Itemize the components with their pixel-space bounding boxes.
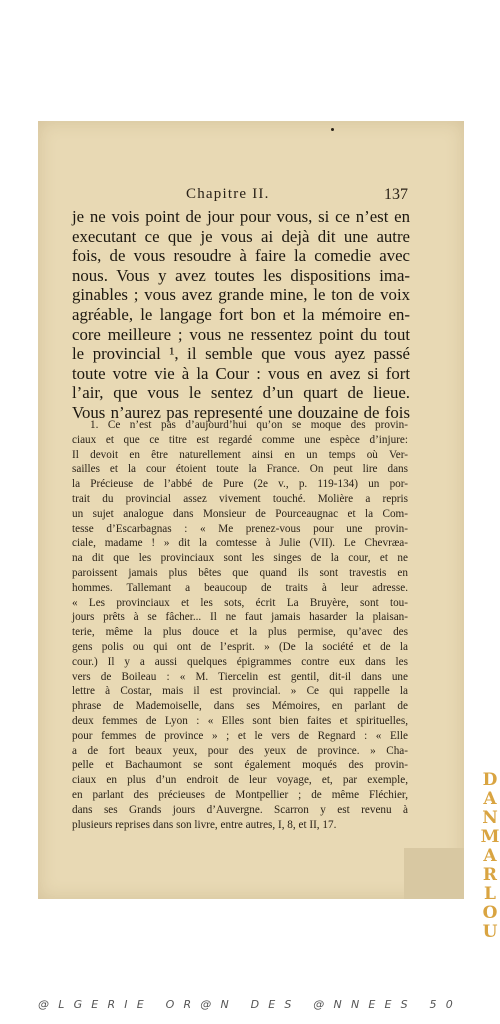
text-line: ginables ; vous avez grande mine, le ton de voix: [72, 285, 410, 305]
text-line: nous. Vous y avez toutes les dispositions ima-: [72, 265, 410, 285]
text-line: executant ce que je vous ai dejà dit une autre: [72, 226, 410, 246]
page-number: 137: [384, 186, 408, 203]
footnote-line: hommes. Tallemant a beaucoup de traits à leur adresse.: [72, 581, 408, 594]
footnote-line: Il devoit en être naturellement ainsi en un temps où Ver-: [72, 448, 408, 461]
footnote-line: ciaux et que ce titre est regardé comme une espèce d’injure:: [72, 433, 408, 446]
footnote-line: sailles et la cour étoient toute la France. On peut lire dans: [72, 463, 408, 476]
text-line: toute votre vie à la Cour : vous en avez si fort: [72, 363, 410, 383]
footnote-line: pelle et Bachaumont se sont également moqués des provin-: [72, 759, 408, 772]
text-line: agréable, le langage fort bon et la mémoire en-: [72, 304, 410, 324]
footnote-line: trait du provincial assez vivement touché. Molière a repris: [72, 492, 408, 505]
footnote-line: na dit que les provinciaux sont les singes de la cour, et ne: [72, 552, 408, 565]
footnote-line: paroissent jamais plus bêtes que quand ils sont travestis en: [72, 566, 408, 579]
footnote-line: plusieurs reprises dans son livre, entre autres, I, 8, et II, 17.: [72, 818, 337, 831]
footnote-line: terie, même la plus douce et la plus permise, qu’avec des: [72, 626, 408, 639]
footnote-line: dans ses Grands jours d’Auvergne. Scarron y est revenu à: [72, 803, 408, 816]
footnote-line: un sujet analogue dans Monsieur de Pourceaugnac et la Com-: [72, 507, 408, 520]
footnote-line: cour.) Il y a aussi quelques épigrammes contre eux dans les: [72, 655, 408, 668]
footnote-line: « Les provinciaux et les sots, écrit La Bruyère, sont tou-: [72, 596, 408, 609]
footnote-line: deux femmes de Lyon : « Elles sont bien faites et spirituelles,: [72, 714, 408, 727]
text-line: le provincial ¹, il semble que vous ayez passé: [72, 344, 410, 364]
footnote-line: a de fort beaux yeux, pour des yeux de province. » Cha-: [72, 744, 408, 757]
footnote-line: jours prêts à se fâcher... Il ne faut jamais hasarder la plaisan-: [72, 611, 408, 624]
footnote-line: gens polis ou qui ont de l’esprit. » (De la société et de la: [72, 640, 408, 653]
main-text: [72, 207, 410, 423]
text-line: core meilleure ; vous ne ressentez point du tout: [72, 324, 410, 344]
footnote-line: ciaux en plus d’un endroit de leur voyage, et, par exemple,: [72, 774, 408, 787]
page-corner-stain: [404, 848, 464, 899]
running-header: [186, 186, 408, 208]
chapter-title: Chapitre II.: [186, 186, 270, 202]
text-line: l’air, que vous le sentez d’un quart de lieue.: [72, 383, 410, 403]
footer-banner: @LGERIE OR@N DES @NNEES 50: [38, 998, 462, 1011]
footnote-line: ciale, madame ! » dit la comtesse à Julie (VII). Le Chevræa-: [72, 537, 408, 550]
footnote-line: en parlant des précieuses de Montpellier ; de même Fléchier,: [72, 788, 408, 801]
footnote-line: lettre à Costar, mais il est provincial. » Ce qui rappelle la: [72, 685, 408, 698]
text-line: je ne vois point de jour pour vous, si ce n’est en: [72, 207, 410, 226]
footnote-line: 1. Ce n’est pas d’aujourd’hui qu’on se moque des provin-: [90, 419, 408, 431]
footnote-line: la Précieuse de l’abbé de Pure (2e v., p. 119-134) un por-: [72, 478, 408, 491]
watermark: DANMARLOU: [480, 770, 500, 941]
page-speck: [331, 128, 334, 131]
text-line: fois, de vous resoudre à faire la comedie avec: [72, 246, 410, 266]
text-line: Vous n’aurez pas representé une douzaine de fois: [72, 402, 410, 422]
footnote-line: tesse d’Escarbagnas : « Me prenez-vous pour une provin-: [72, 522, 408, 535]
footnote: [72, 418, 408, 832]
footnote-line: phrase de Mademoiselle, dans ses Mémoires, en parlant de: [72, 700, 408, 713]
footnote-line: vers de Boileau : « M. Tiercelin est gentil, dit-il dans une: [72, 670, 408, 683]
footnote-line: pour femmes de province » ; et le vers de Regnard : « Elle: [72, 729, 408, 742]
